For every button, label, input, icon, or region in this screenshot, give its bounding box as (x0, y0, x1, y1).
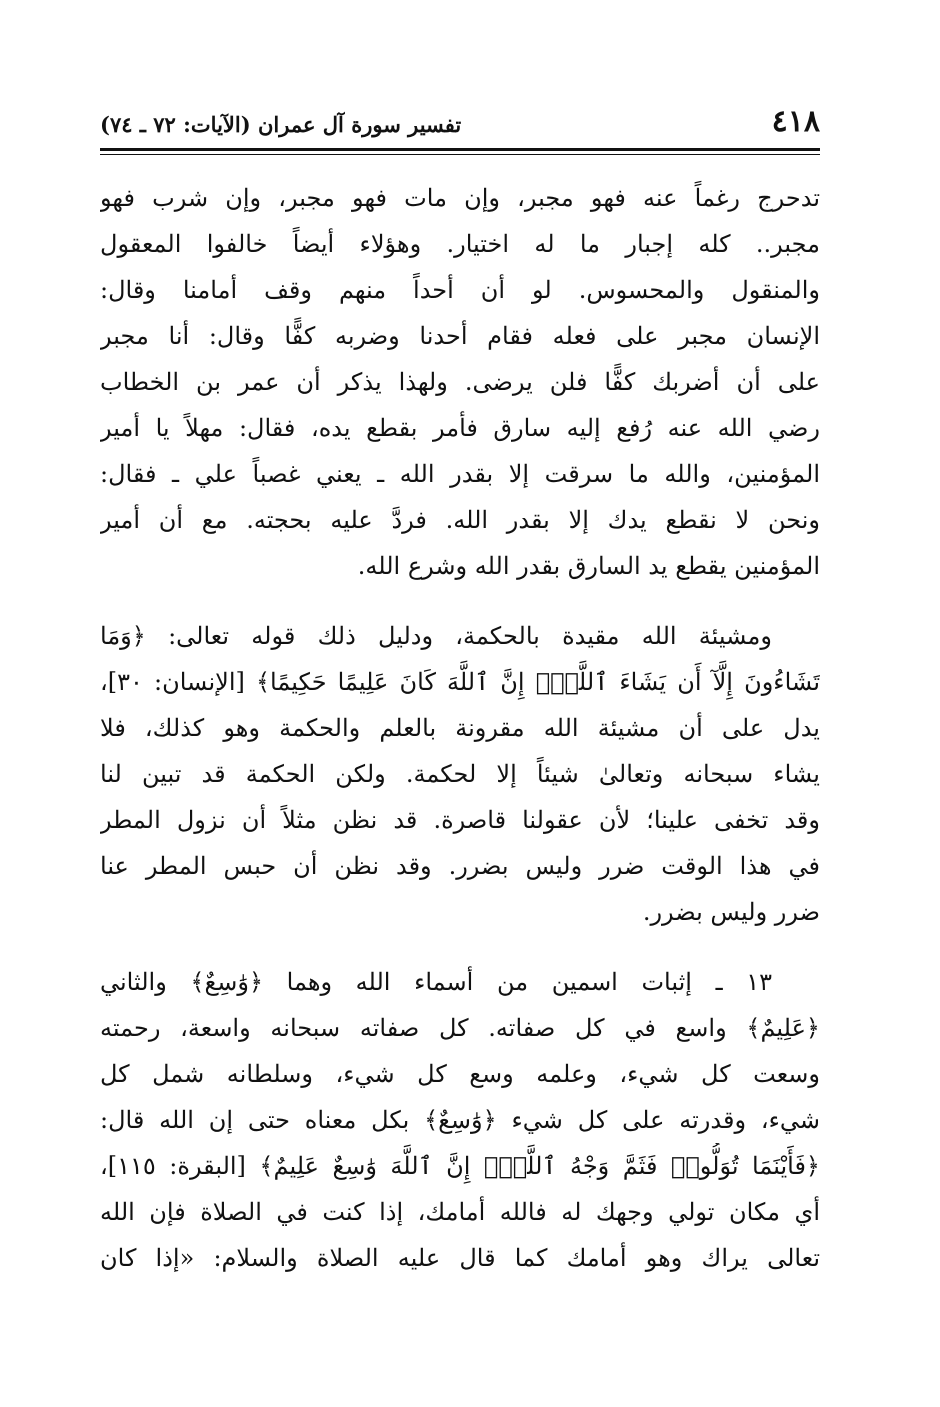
header-rule (100, 148, 820, 151)
running-title: تفسير سورة آل عمران (الآيات: ٧٢ ـ ٧٤) (100, 112, 462, 137)
text-line: تعالى يراك وهو أمامك كما قال عليه الصلاة والسلام: «إذا كان (100, 1244, 820, 1272)
paragraph-2 (100, 613, 820, 935)
page-number: ٤١٨ (771, 104, 820, 139)
text-line: المؤمنين، والله ما سرقت إلا بقدر الله ـ يعني غصباً علي ـ فقال: (100, 460, 820, 488)
text-line: وسعت كل شيء، وعلمه وسع كل شيء، وسلطانه شمل كل (100, 1060, 820, 1088)
text-line: وقد تخفى علينا؛ لأن عقولنا قاصرة. قد نظن مثلاً أن نزول المطر (100, 806, 820, 834)
page-header (100, 102, 820, 148)
text-line: ومشيئة الله مقيدة بالحكمة، ودليل ذلك قوله تعالى: ﴿وَمَا (100, 622, 772, 650)
text-line: المؤمنين يقطع يد السارق بقدر الله وشرع الله. (357, 552, 820, 580)
text-line: تدحرج رغماً عنه فهو مجبر، وإن مات فهو مجبر، وإن شرب فهو (100, 184, 820, 212)
body-text (100, 175, 820, 1305)
text-line: أي مكان تولي وجهك له فالله أمامك، إذا كنت في الصلاة فإن الله (100, 1198, 820, 1226)
text-line: شيء، وقدرته على كل شيء ﴿وَٰسِعٌ﴾ بكل معناه حتى إن الله قال: (100, 1106, 820, 1134)
text-line: رضي الله عنه رُفع إليه سارق فأمر بقطع يده، فقال: مهلاً يا أمير (100, 414, 820, 442)
quran-verse-line: تَشَاءُونَ إِلَّآ أَن يَشَاءَ ٱللَّهُۚ إِنَّ ٱللَّهَ كَانَ عَلِيمًا حَكِيمًا﴾ [الإنسان: ٣٠]، (100, 668, 820, 696)
header-rule-thin (100, 154, 820, 155)
text-line: والمنقول والمحسوس. لو أن أحداً منهم وقف أمامنا وقال: (100, 276, 820, 304)
text-line: ﴿عَلِيمٌ﴾ واسع في كل صفاته. كل صفاته سبحانه واسعة، رحمته (100, 1014, 820, 1042)
text-line: ضرر وليس بضرر. (642, 898, 820, 926)
text-line: يدل على أن مشيئة الله مقرونة بالعلم والحكمة وهو كذلك، فلا (100, 714, 820, 742)
text-line: ونحن لا نقطع يدك إلا بقدر الله. فردَّ عليه بحجته. مع أن أمير (100, 506, 820, 534)
paragraph-3 (100, 959, 820, 1281)
text-line: ١٣ ـ إثبات اسمين من أسماء الله وهما ﴿وَٰسِعٌ﴾ والثاني (100, 968, 772, 996)
text-line: يشاء سبحانه وتعالىٰ شيئاً إلا لحكمة. ولكن الحكمة قد تبين لنا (100, 760, 820, 788)
text-line: الإنسان مجبر على فعله فقام أحدنا وضربه كفًّا وقال: أنا مجبر (100, 322, 820, 350)
text-line: مجبر.. كله إجبار ما له اختيار. وهؤلاء أيضاً خالفوا المعقول (100, 230, 820, 258)
text-line: في هذا الوقت ضرر وليس بضرر. وقد نظن أن حبس المطر عنا (100, 852, 820, 880)
paragraph-1 (100, 175, 820, 589)
text-line: على أن أضربك كفًّا فلن يرضى. ولهذا يذكر أن عمر بن الخطاب (100, 368, 820, 396)
quran-verse-line: ﴿فَأَيْنَمَا تُوَلُّوا۟ فَثَمَّ وَجْهُ ٱللَّهِۚ إِنَّ ٱللَّهَ وَٰسِعٌ عَلِيمٌ﴾ [البقرة: ١١٥]، (100, 1152, 820, 1180)
